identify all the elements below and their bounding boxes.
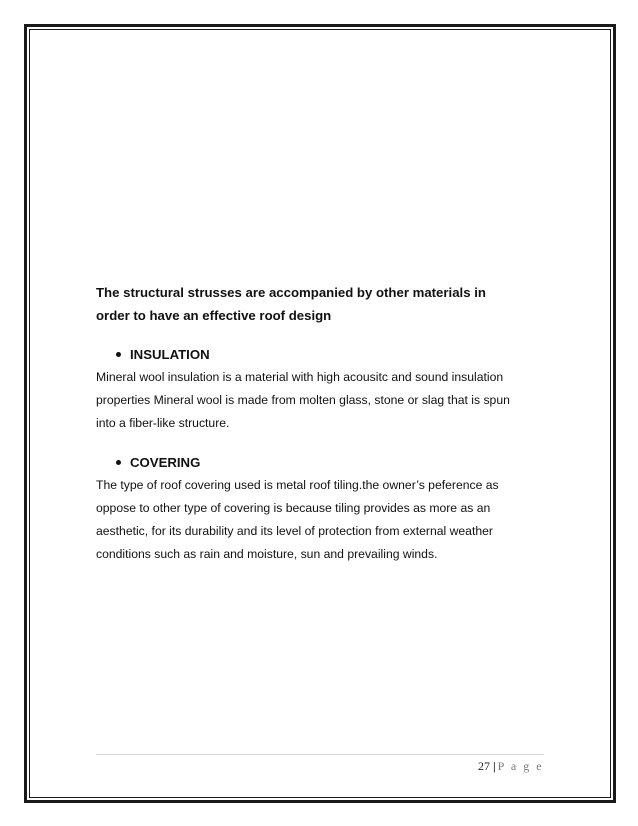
bullet-item-covering — [116, 451, 546, 474]
section-insulation — [96, 343, 546, 435]
insulation-text-line-2: properties Mineral wool is made from molten glass, stone or slag that is spun — [96, 393, 510, 407]
footer-separator: | — [493, 759, 496, 773]
insulation-text-line-3: into a fiber-like structure. — [96, 416, 230, 430]
section-covering — [96, 451, 546, 566]
intro-heading-line-1: The structural strusses are accompanied by other materials in — [96, 285, 486, 300]
section-title: COVERING — [130, 455, 201, 470]
bullet-icon — [116, 460, 121, 465]
page-footer — [478, 759, 544, 774]
page-number: 27 — [478, 759, 490, 773]
footer-divider — [96, 754, 544, 755]
covering-text-line-3: aesthetic, for its durability and its level of protection from external weather — [96, 524, 493, 538]
bullet-item-insulation — [116, 343, 546, 366]
intro-heading-line-2: order to have an effective roof design — [96, 308, 332, 323]
bullet-icon — [116, 352, 121, 357]
page-label: P a g e — [497, 759, 544, 773]
covering-text-line-4: conditions such as rain and moisture, sun and prevailing winds. — [96, 547, 438, 561]
covering-text-line-1: The type of roof covering used is metal roof tiling.the owner’s peference as — [96, 478, 499, 492]
page-content — [96, 281, 546, 566]
section-title: INSULATION — [130, 347, 210, 362]
insulation-text-line-1: Mineral wool insulation is a material with high acousitc and sound insulation — [96, 370, 504, 384]
covering-text-line-2: oppose to other type of covering is because tiling provides as more as an — [96, 501, 491, 515]
